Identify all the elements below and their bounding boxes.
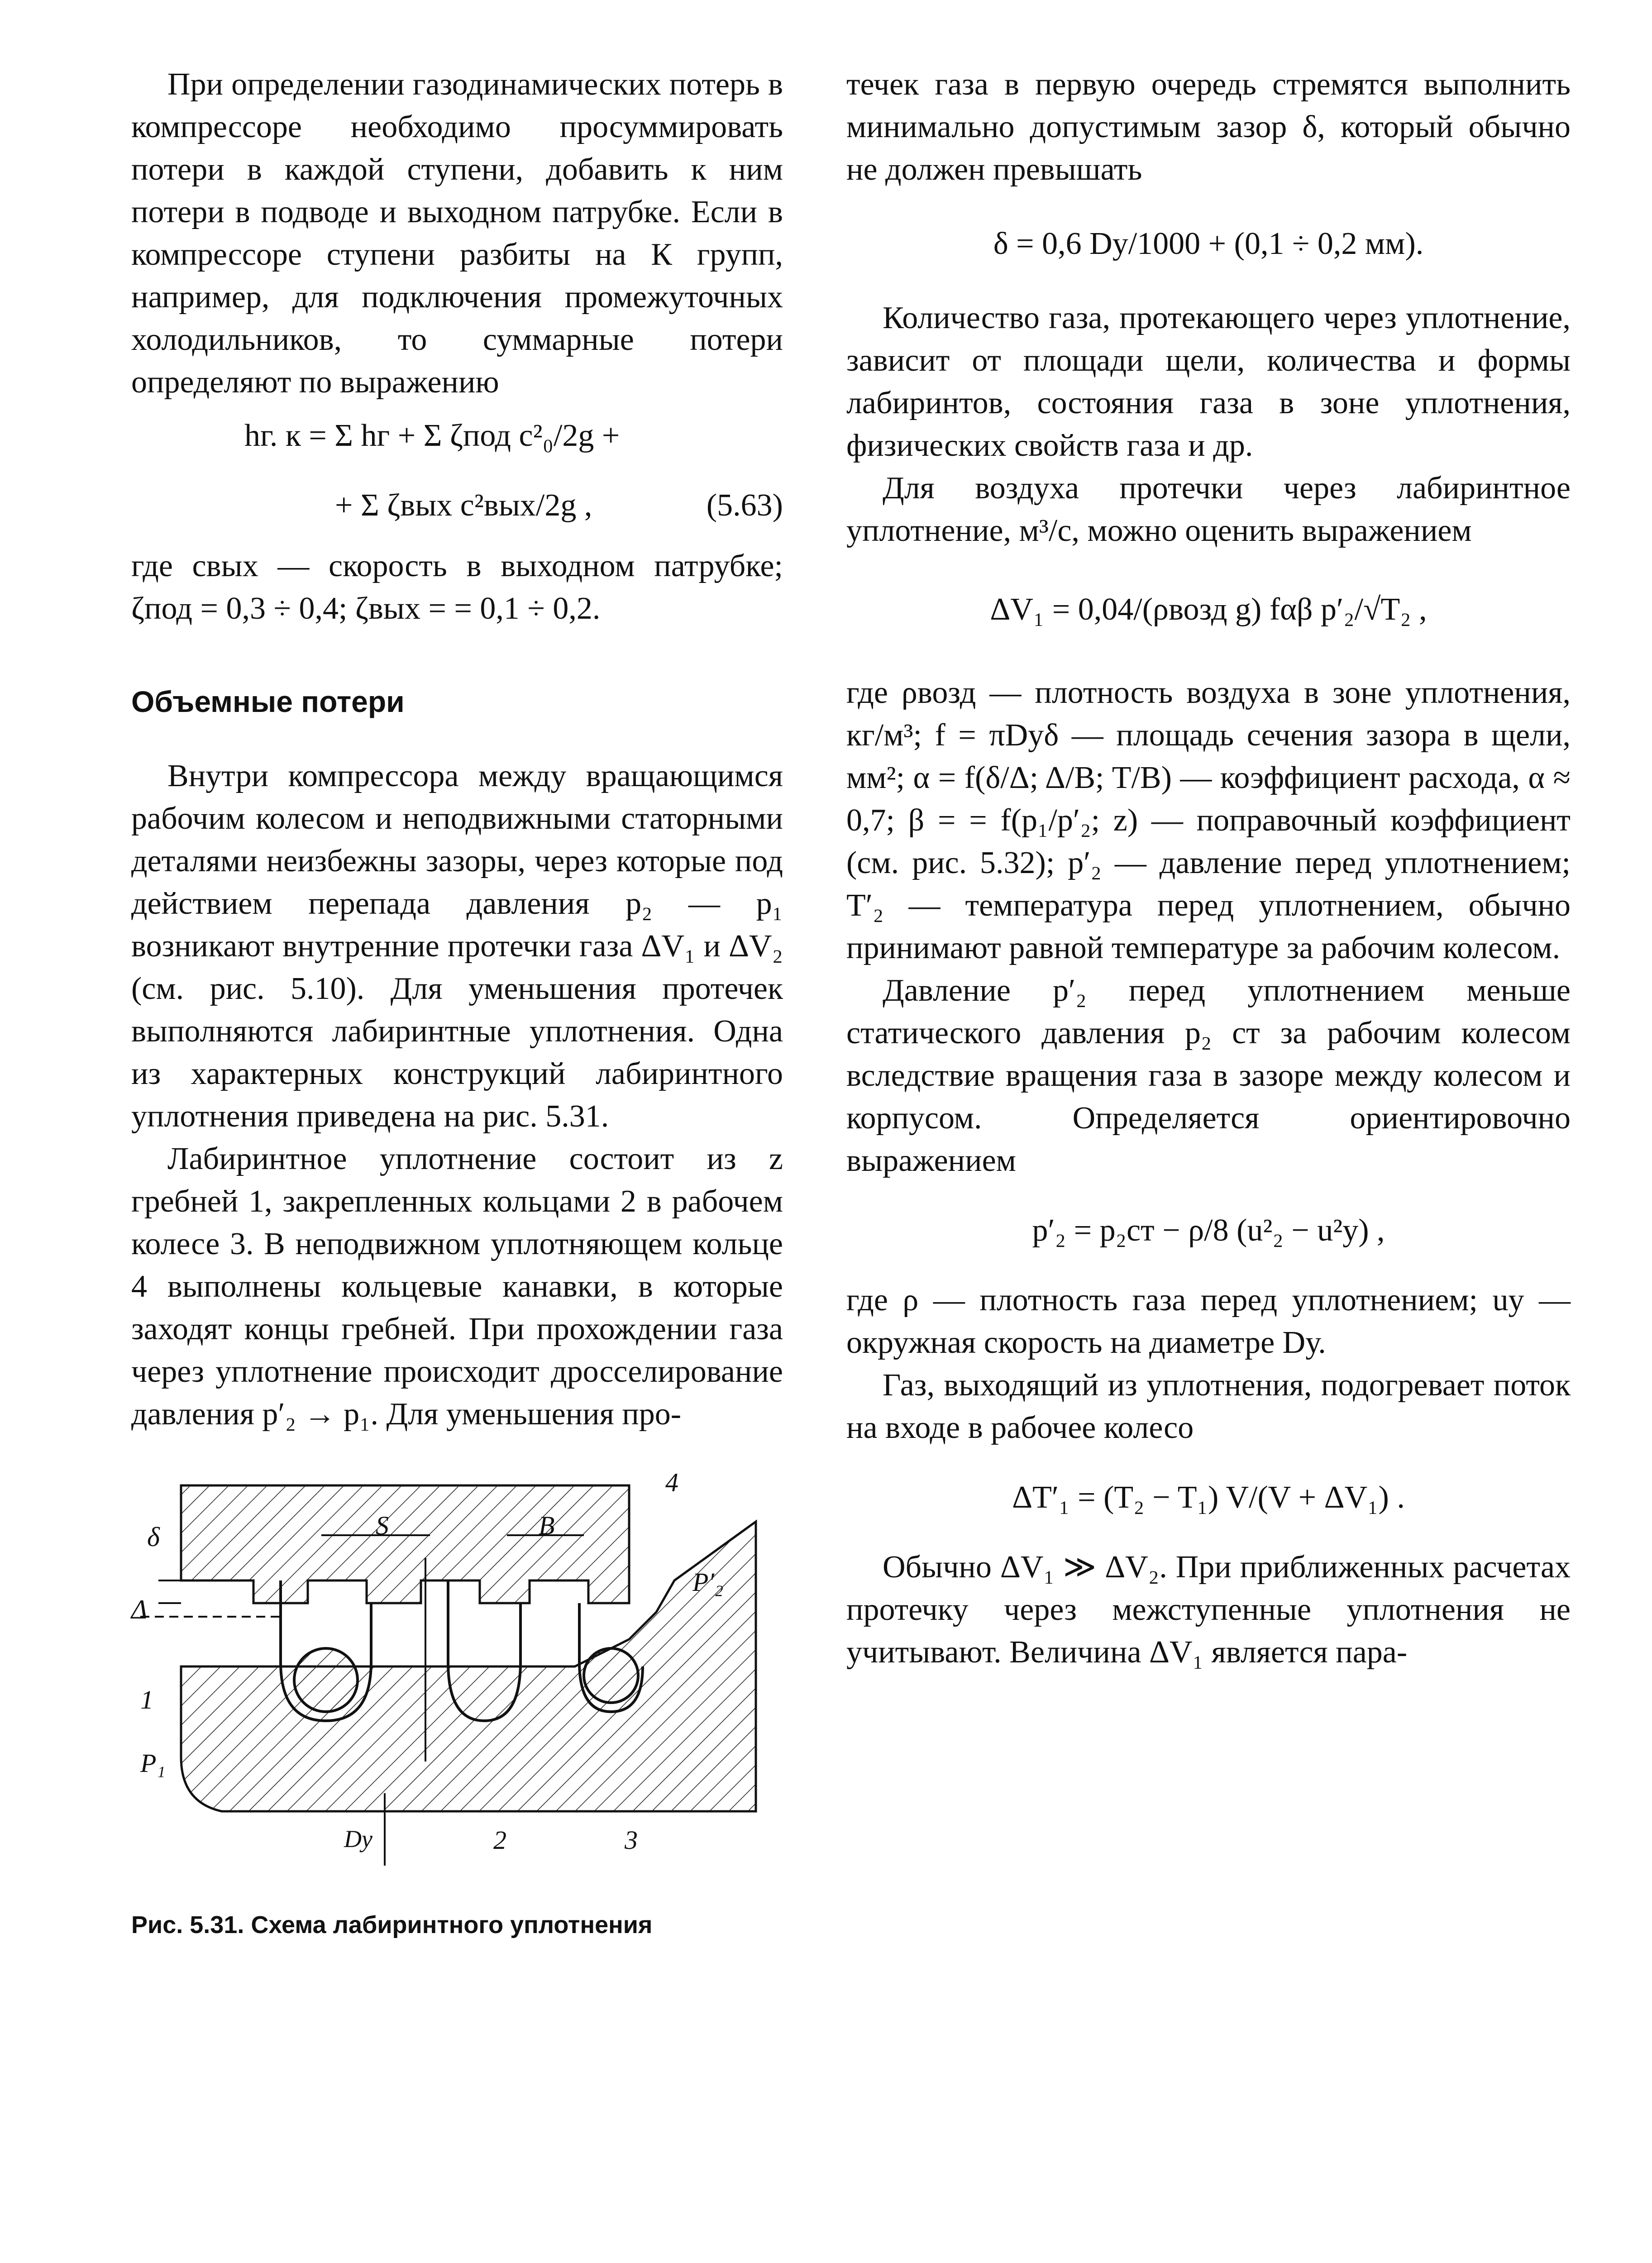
equation-number: (5.63) [706,488,783,523]
label-p1: P₁ [140,1748,166,1778]
label-2: 2 [493,1825,506,1855]
formula-5-63-line1: hг. к = Σ hг + Σ ζпод c²₀/2g + [244,418,620,453]
label-delta-small: δ [147,1522,160,1552]
label-dy: Dу [344,1825,372,1852]
label-delta-big: Δ [131,1595,148,1624]
formula-5-63-line2-text: + Σ ζвых c²вых/2g , [335,488,592,523]
paragraph: где ρ — плотность газа перед уплотнением; uу — окружная скорость на диаметре Dу. [846,1283,1571,1360]
labyrinth-seal-figure [131,1467,783,2056]
labyrinth-seal-diagram [131,1467,783,1875]
right-column [846,63,1571,1674]
formula-5-63-line2 [131,484,783,527]
paragraph: Лабиринтное уплотнение состоит из z гребней 1, закрепленных кольцами 2 в рабочем колесе 3. В неподвижном уплотняющем кольце 4 выполнены кольцевые канавки, в которые заходят концы гребней. При прохождении газа через уплотнение происходит дросселирование давления p′₂ → p₁. Для уменьшения про- [131,1141,783,1432]
label-p2: P′₂ [692,1567,724,1597]
left-column [131,63,783,2056]
paragraph: При определении газодинамических потерь в компрессоре необходимо просуммировать потери в каждой ступени, добавить к ним потери в подводе и выходном патрубке. Если в компрессоре ступени разбиты на К групп, например, для подключения промежуточных холодильников, то суммарные потери определяют по выражению [131,67,783,400]
paragraph: Количество газа, протекающего через уплотнение, зависит от площади щели, количества и формы лабиринтов, состояния газа в зоне уплотнения, физических свойств газа и др. [846,301,1571,463]
label-1: 1 [140,1685,153,1714]
paragraph: где ρвозд — плотность воздуха в зоне уплотнения, кг/м³; f = πDуδ — площадь сечения зазора в щели, мм²; α = f(δ/Δ; Δ/B; T/B) — коэффициент расхода, α ≈ 0,7; β = = f(p₁/p′₂; z) — поправочный коэффициент (см. рис. 5.32); p′₂ — давление перед уплотнением; T′₂ — температура перед уплотнением, обычно принимают равной температуре за рабочим колесом. [846,675,1571,965]
formula-dv1: ΔV₁ = 0,04/(ρвозд g) fαβ p′₂/√T₂ , [990,592,1427,627]
section-title: Объемные потери [131,685,405,718]
formula-p2: p′₂ = p₂ст − ρ/8 (u²₂ − u²у) , [1032,1213,1385,1248]
figure-caption: Рис. 5.31. Схема лабиринтного уплотнения [131,1911,653,1938]
label-s: S [376,1511,389,1540]
paragraph: Обычно ΔV₁ ≫ ΔV₂. При приближенных расчетах протечку через межступенные уплотнения не учитывают. Величина ΔV₁ является пара- [846,1550,1571,1670]
stationary-ring [181,1485,629,1603]
label-b: B [539,1511,555,1540]
paragraph: Газ, выходящий из уплотнения, подогревает поток на входе в рабочее колесо [846,1368,1571,1445]
formula-delta: δ = 0,6 Dу/1000 + (0,1 ÷ 0,2 мм). [993,226,1424,261]
paragraph: Для воздуха протечки через лабиринтное уплотнение, м³/с, можно оценить выражением [846,471,1571,548]
paragraph: течек газа в первую очередь стремятся выполнить минимально допустимым зазор δ, который обычно не должен превышать [846,67,1571,187]
paragraph: Давление p′₂ перед уплотнением меньше статического давления p₂ ст за рабочим колесом вследствие вращения газа в зазоре между колесом и корпусом. Определяется ориентировочно выражением [846,973,1571,1178]
paragraph: где cвых — скорость в выходном патрубке; ζпод = 0,3 ÷ 0,4; ζвых = = 0,1 ÷ 0,2. [131,549,783,626]
label-3: 3 [625,1825,638,1855]
label-4: 4 [665,1468,678,1497]
paragraph: Внутри компрессора между вращающимся рабочим колесом и неподвижными статорными деталями неизбежны зазоры, через которые под действием перепада давления p₂ — p₁ возникают внутренние протечки газа ΔV₁ и ΔV₂ (см. рис. 5.10). Для уменьшения протечек выполняются лабиринтные уплотнения. Одна из характерных конструкций лабиринтного уплотнения приведена на рис. 5.31. [131,759,783,1134]
formula-dt: ΔT′₁ = (T₂ − T₁) V/(V + ΔV₁) . [1012,1480,1405,1515]
